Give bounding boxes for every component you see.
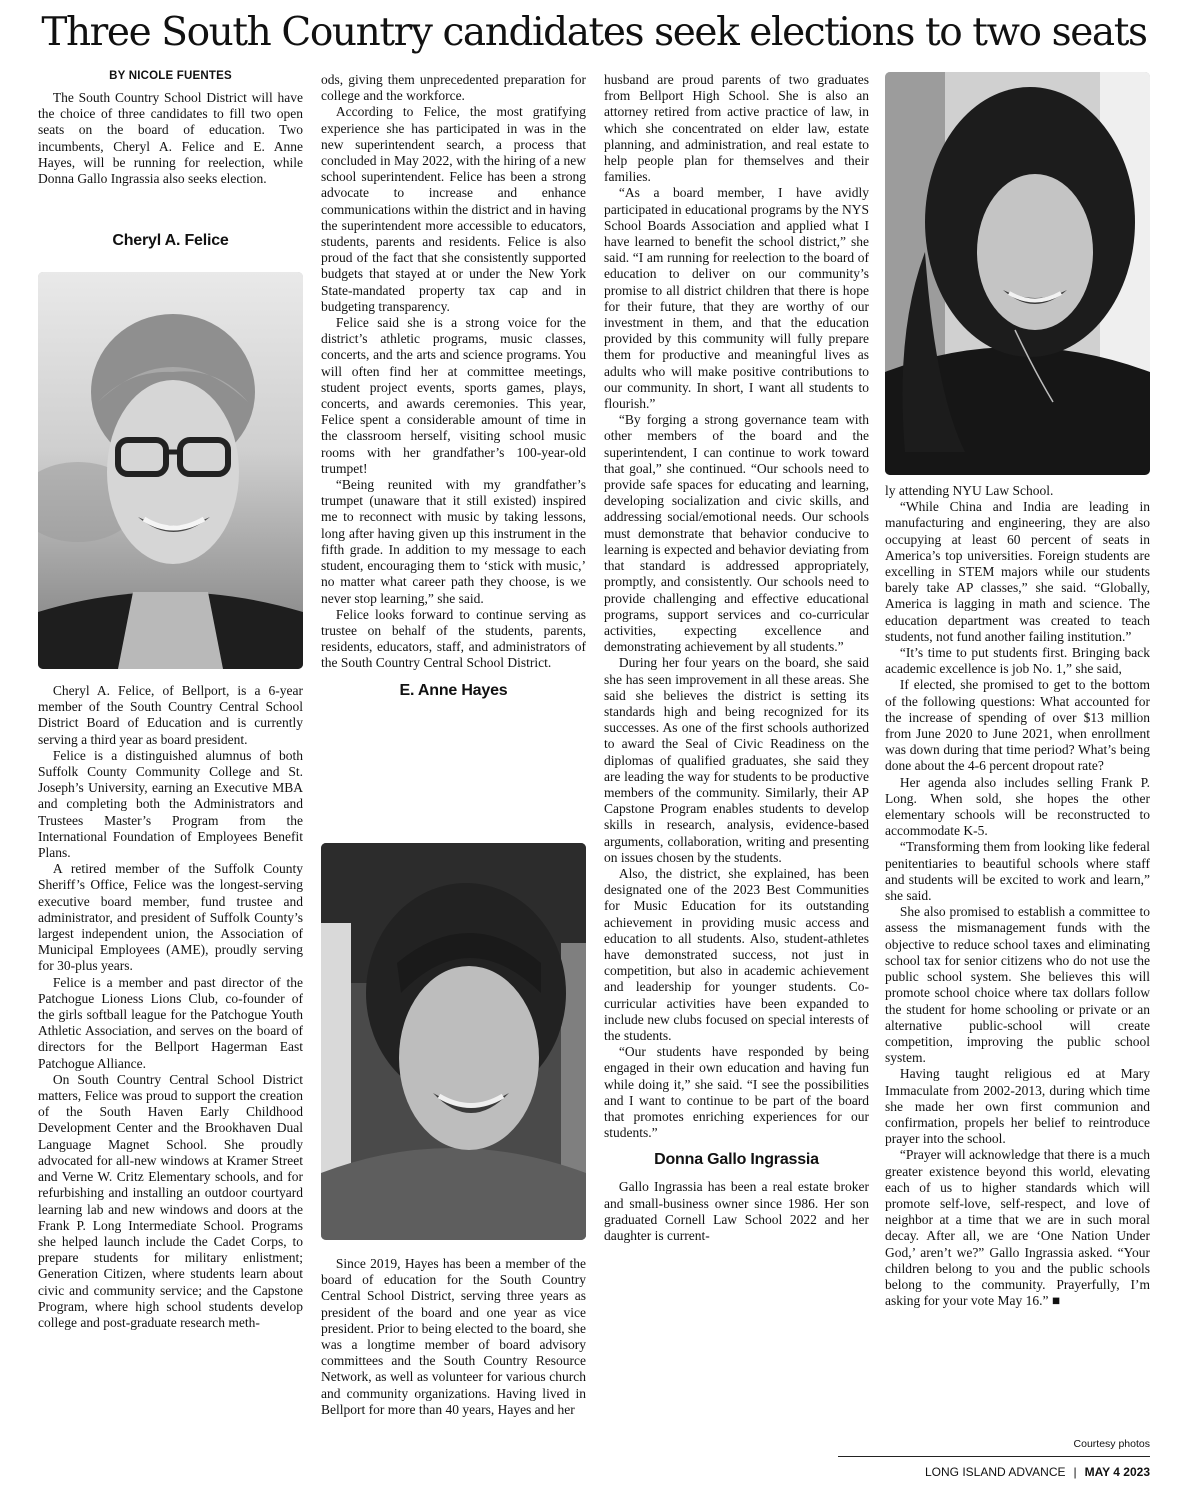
ingrassia-paragraph: ly attending NYU Law School. (885, 483, 1054, 498)
hayes-paragraph: husband are proud parents of two graduates from Bellport High School. She is also an attorney retired from active practice of law, in which she concentrated on elder law, estate planning, and administration, and real estate to help people plan for themselves and their families. (604, 72, 869, 185)
ingrassia-paragraph: Gallo Ingrassia has been a real estate broker and small-business owner since 1986. Her son graduated Cornell Law School 2022 and her daughter is current- (604, 1179, 869, 1244)
ingrassia-paragraph: If elected, she promised to get to the bottom of the following questions: What accounted for the increase of spending of over $13 million from June 2020 to June 2021, when enrollment was down during that time period? What’s being done about the 4-6 percent dropout rate? (885, 677, 1150, 774)
felice-paragraph: Cheryl A. Felice, of Bellport, is a 6-year member of the South Country Central School District Board of Education and is currently serving a third year as board president. (38, 683, 303, 747)
column-2 (321, 72, 586, 834)
felice-paragraph: On South Country Central School District matters, Felice was proud to support the creation of the South Haven Early Childhood Development Center and the Brookhaven Dual Language Magnet School. She proudly advocated for all-new windows at Kramer Street and Verne W. Critz Elementary schools, and for refurbishing and installing an outdoor courtyard learning lab and new windows and doors at the Frank P. Long Intermediate School. Programs she helped launch include the Cadet Corps, to prepare students for military enlistment; Generation Citizen, where students learn about civic and community service; and the Capstone Program, where high school students develop college and post-graduate research meth- (38, 1071, 303, 1330)
felice-paragraph: According to Felice, the most gratifying experience she has participated in was in the new superintendent search, a process that concluded in May 2022, with the hiring of a new school superintendent. Felice has been a strong advocate to increase and enhance communications within the district and in having the superintendent more accessible to educators, students, parents and residents. Felice is also proud of the fact that she consistently supported budgets that stayed at or under the New York State-mandated property tax cap and in budgeting transparency. (321, 104, 586, 314)
felice-photo (38, 272, 303, 669)
column-3 (604, 72, 869, 1458)
column-1 (38, 70, 303, 213)
footer-separator: | (1073, 1465, 1077, 1479)
photo-credit: Courtesy photos (1073, 1438, 1150, 1450)
ingrassia-paragraph: Her agenda also includes selling Frank P. Long. When sold, she hopes the other elementary schools will be reconstructed to accommodate K-5. (885, 774, 1150, 839)
felice-paragraph: Felice said she is a strong voice for the district’s athletic programs, music classes, concerts, and the arts and science programs. You will often find her at committee meetings, student project events, sports games, plays, concerts, and awards ceremonies. This year, Felice spent a considerable amount of time in the classroom herself, visiting school music rooms with her grandfather’s 100-year-old trumpet! (321, 315, 586, 476)
footer-rule (838, 1456, 1150, 1457)
hayes-paragraph: “Our students have responded by being engaged in their own education and having fun while doing it,” she said. “I see the possibilities and I want to continue to be part of the board that promotes enriching experiences for our students.” (604, 1044, 869, 1141)
byline: BY NICOLE FUENTES (109, 70, 232, 82)
felice-heading: Cheryl A. Felice (112, 232, 229, 249)
hayes-photo-image (321, 843, 586, 1240)
publication-name: LONG ISLAND ADVANCE (925, 1465, 1066, 1479)
hayes-paragraph: “By forging a strong governance team with other members of the board and the superintendent, I can continue to work toward that goal,” she continued. “Our schools need to provide safe spaces for educating and learning, developing socialization and civic skills, and addressing social/emotional needs. Our schools must demonstrate that behavior conducive to learning is expected and behavior deviating from that standard is addressed appropriately, promptly, and consistently. Our schools need to provide challenging and effective educational programs, support services and co-curricular activities, expecting excellence and demonstrating achievement by all students.” (604, 412, 869, 655)
hayes-paragraph: During her four years on the board, she said she has seen improvement in all these areas. She said she believes the district is setting its standards high and being recognized for its successes. As one of the first schools authorized to award the Seal of Civic Readiness on the diplomas of qualified graduates, she said they are leading the way for students to be productive members of the community. Similarly, their AP Capstone Program enables students to develop skills in research, analysis, evidence-based arguments, collaboration, writing and presenting on issues chosen by the students. (604, 655, 869, 865)
ingrassia-photo-image (885, 72, 1150, 475)
felice-paragraph: A retired member of the Suffolk County Sheriff’s Office, Felice was the longest-serving executive board member, fund trustee and administrator, and president of Suffolk County’s largest independent union, the Association of Municipal Employees (AME), proudly serving for 30-plus years. (38, 861, 303, 974)
ingrassia-paragraph: “It’s time to put students first. Bringing back academic excellence is job No. 1,” she said, (885, 645, 1150, 677)
page-footer (840, 1462, 1150, 1482)
felice-paragraph: Felice is a member and past director of the Patchogue Lioness Lions Club, co-founder of the girls softball league for the Patchogue Youth Athletic Association, and serves on the board of directors for the Bellport Hagerman East Patchogue Alliance. (38, 974, 303, 1071)
felice-paragraph: ods, giving them unprecedented preparation for college and the workforce. (321, 72, 586, 104)
hayes-paragraph: Since 2019, Hayes has been a member of the board of education for the South Country Central School District, serving three years as president of the board and one year as vice president. Prior to being elected to the board, she was a longtime member of board advisory committees and the South Country Resource Network, as well as volunteer for various church and community organizations. Having lived in Bellport for more than 40 years, Hayes and her (321, 1256, 586, 1417)
hayes-heading: E. Anne Hayes (399, 681, 508, 699)
headline: Three South Country candidates seek elections to two seats (41, 10, 1147, 55)
ingrassia-photo (885, 72, 1150, 475)
felice-heading-box (38, 232, 303, 260)
ingrassia-paragraph: “Transforming them from looking like federal penitentiaries to beautiful schools where staff and students will be excited to work and learn,” she said. (885, 839, 1150, 904)
issue-date: MAY 4 2023 (1084, 1465, 1150, 1479)
column-4 (885, 483, 1150, 1438)
column-2-bottom (321, 1256, 586, 1456)
hayes-paragraph: “As a board member, I have avidly participated in educational programs by the NYS School Boards Association and applied what I have learned to benefit the school district,” she said. “I am running for reelection to the board of education to deliver on our community’s promise to all district children that there is hope for their future, that they are worthy of our investment in them, and that the education provided by this community will fully prepare them for productive and meaningful lives as adults who will make positive contributions to our community. In short, I want all students to flourish.” (604, 185, 869, 412)
ingrassia-heading: Donna Gallo Ingrassia (654, 1151, 819, 1169)
ingrassia-paragraph: She also promised to establish a committee to assess the mismanagement funds with the objective to reduce school taxes and eliminating school tax for senior citizens who do not use the public school system. She believes this will promote school choice where tax dollars follow the student for home schooling or private or an alternative public-school will create competition, improving the public school system. (885, 904, 1150, 1066)
felice-photo-image (38, 272, 303, 669)
column-1-bottom (38, 683, 303, 1453)
felice-paragraph: Felice is a distinguished alumnus of both Suffolk County Community College and St. Joseph’s University, earning an Executive MBA and completing both the Administrators and Trustees Master’s Program from the International Foundation of Employees Benefit Plans. (38, 747, 303, 861)
ingrassia-paragraph: “While China and India are leading in manufacturing and engineering, they are also occupying at least 60 percent of seats in America’s top universities. Foreign students are excelling in STEM majors while our students barely take AP classes,” she said. “Globally, America is lagging in math and science. The education department was created to teach students, not fund another failing institution.” (885, 499, 1150, 644)
ingrassia-paragraph: “Prayer will acknowledge that there is a much greater existence beyond this world, elevating each of us to higher standards which will promote self-love, self-respect, and love of neighbor at a time that we are in such moral decay. After all, we are ‘One Nation Under God,’ aren’t we?” Gallo Ingrassia asked. “Your children belong to you and the public schools belong to the community. Prayerfully, I’m asking for your vote May 16.” ■ (885, 1147, 1150, 1309)
felice-paragraph: “Being reunited with my grandfather’s trumpet (unaware that it still existed) inspired me to reconnect with music by taking lessons, long after having given up this instrument in the fifth grade. In addition to my message to each student, encouraging them to ‘stick with music,’ no matter what career path they choose, is we never stop learning,” she said. (321, 477, 586, 606)
intro-paragraph: The South Country School District will have the choice of three candidates to fill two open seats on the board of education. Two incumbents, Cheryl A. Felice and E. Anne Hayes, will be running for reelection, while Donna Gallo Ingrassia also seeks election. (38, 90, 303, 187)
felice-paragraph: Felice looks forward to continue serving as trustee on behalf of the students, parents, residents, educators, staff, and administrators of the South Country Central School District. (321, 606, 586, 671)
ingrassia-paragraph: Having taught religious ed at Mary Immaculate from 2002-2013, during which time she made her own first communion and confirmation, propels her belief to reintroduce prayer into the school. (885, 1066, 1150, 1147)
hayes-photo (321, 843, 586, 1240)
hayes-paragraph: Also, the district, she explained, has been designated one of the 2023 Best Communities for Music Education for its outstanding achievement in providing music access and education to all students. Also, student-athletes have demonstrated success, not just in competition, but also in academic achievement and leadership for younger students. Co-curricular activities have been expanded to include new clubs focused on special interests of the students. (604, 865, 869, 1043)
